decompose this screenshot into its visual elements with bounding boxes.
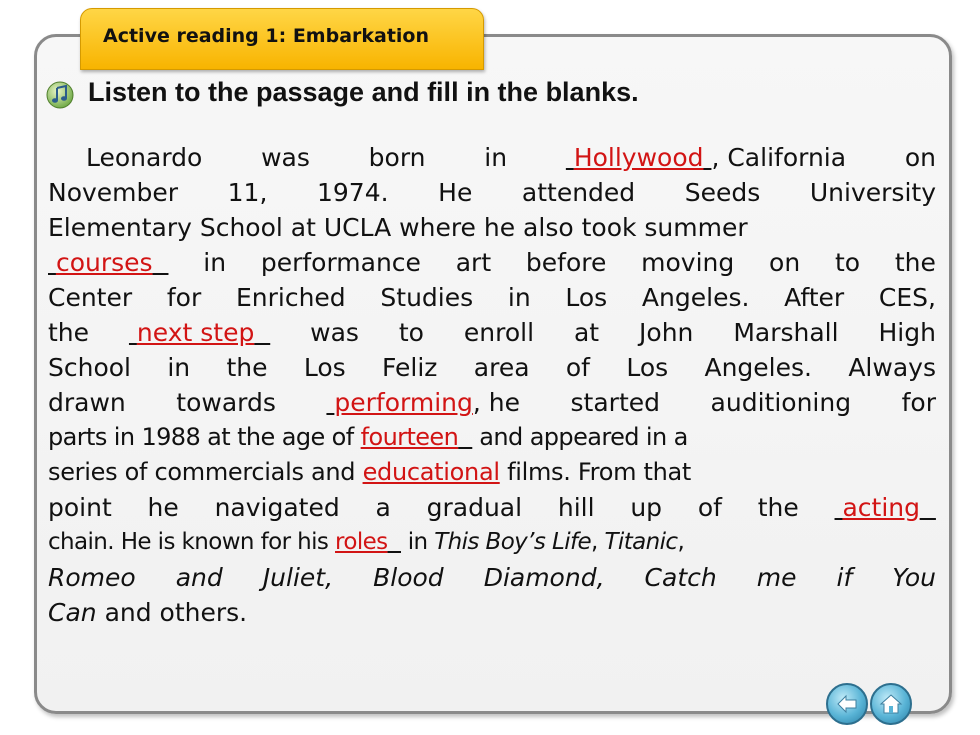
passage-line-7: School in the Los Feliz area of Los Angeles. Always — [48, 353, 936, 382]
music-note-icon[interactable] — [46, 81, 74, 109]
passage-line-9: parts in 1988 at the age of fourteen and appeared in a — [48, 423, 688, 451]
answer-blank-7[interactable]: acting — [842, 493, 920, 522]
passage-line-11: point he navigated a gradual hill up of the acting — [48, 493, 920, 522]
answer-blank-2[interactable]: courses — [55, 248, 153, 277]
passage-line-3: Elementary School at UCLA where he also took summer — [48, 213, 748, 242]
passage-line-8: drawn towards performing, he started auditioning for — [48, 388, 936, 417]
section-tab-label: Active reading 1: Embarkation — [103, 25, 430, 47]
answer-blank-5[interactable]: fourteen — [360, 423, 459, 451]
answer-blank-1[interactable]: Hollywood — [573, 143, 704, 172]
passage-line-14: Can and others. — [48, 598, 248, 627]
passage-line-12: chain. He is known for his roles in This Boy’s Life, Titanic, — [48, 529, 685, 555]
arrow-left-icon — [834, 691, 860, 717]
passage-line-2: November 11, 1974. He attended Seeds University — [48, 178, 936, 207]
passage-line-5: Center for Enriched Studies in Los Angeles. After CES, — [48, 283, 936, 312]
answer-blank-4[interactable]: performing — [334, 388, 473, 417]
home-button[interactable] — [870, 683, 912, 725]
passage-line-1: Leonardo was born in Hollywood , California on — [86, 143, 936, 172]
answer-blank-6[interactable]: educational — [362, 458, 500, 486]
passage-line-4: courses in performance art before moving on to the — [55, 248, 936, 277]
passage-line-13: Romeo and Juliet, Blood Diamond, Catch me if You — [48, 563, 936, 592]
instruction-heading: Listen to the passage and fill in the blanks. — [88, 77, 639, 107]
back-button[interactable] — [826, 683, 868, 725]
answer-blank-8[interactable]: roles — [335, 529, 388, 555]
passage-line-6: the next step was to enroll at John Marshall High — [48, 318, 936, 347]
passage-line-10: series of commercials and educational films. From that — [48, 458, 692, 486]
answer-blank-3[interactable]: next step — [136, 318, 255, 347]
home-icon — [878, 691, 904, 717]
section-tab — [80, 8, 484, 70]
